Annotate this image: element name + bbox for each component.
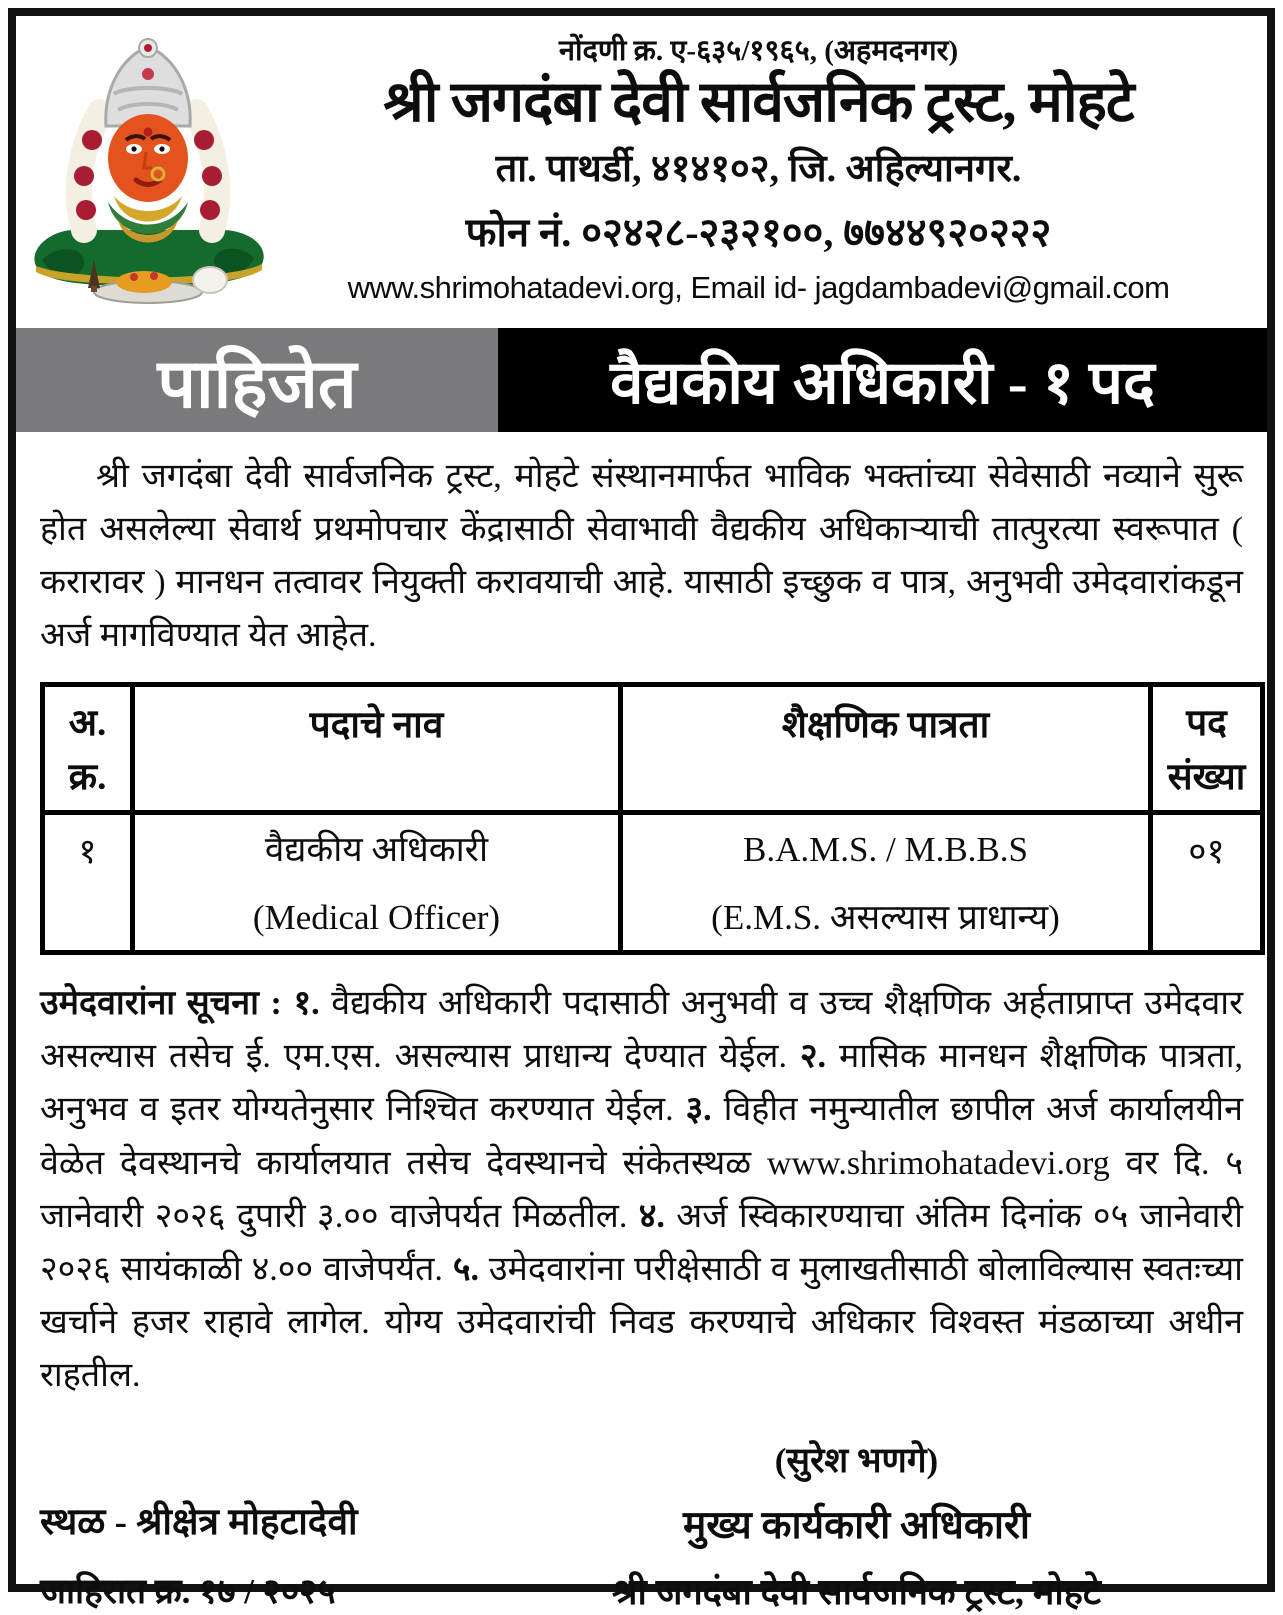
table-header-row	[43, 685, 1263, 813]
advert-content	[16, 16, 1267, 1615]
col-header-qualification: शैक्षणिक पात्रता	[621, 685, 1151, 813]
signature-block	[510, 1436, 1243, 1615]
post-banner: वैद्यकीय अधिकारी - १ पद	[498, 328, 1267, 432]
footer-left-block	[40, 1436, 510, 1615]
col-header-serial	[43, 685, 133, 813]
registration-line: नोंदणी क्र. ए-६३५/१९६५, (अहमदनगर)	[558, 35, 959, 67]
signatory-organization: श्री जगदंबा देवी सार्वजनिक ट्रस्ट, मोहटे	[612, 1571, 1101, 1612]
post-name-english: (Medical Officer)	[252, 897, 501, 937]
post-name-cell	[133, 813, 621, 953]
qualification-preference: (E.M.S. असल्यास प्राधान्य)	[711, 897, 1060, 937]
signatory-designation: मुख्य कार्यकारी अधिकारी	[682, 1503, 1031, 1547]
wanted-banner: पाहिजेत	[16, 328, 498, 432]
signatory-name: (सुरेश भणगे)	[774, 1440, 939, 1480]
serial-cell: १	[43, 813, 133, 953]
address-line: ता. पाथर्डी, ४१४१०२, जि. अहिल्यानगर.	[495, 147, 1022, 190]
notice-paragraph	[40, 977, 1243, 1401]
notice-point-2-text: मासिक मानधन शैक्षणिक पात्रता, अनुभव व इतर योग्यतेनुसार निश्चित करण्यात येईल.	[40, 1038, 1244, 1129]
notice-point-5-text: उमेदवारांना परीक्षेसाठी व मुलाखतीसाठी बोलाविल्यास स्वतःच्या खर्चाने हजर राहावे लागेल. योग्य उमेदवारांची निवड करण्याचे अधिकार विश्वस्त मंडळाच्या अधीन राहतील.	[40, 1250, 1243, 1394]
page-border	[8, 8, 1275, 1612]
letterhead	[16, 22, 1267, 318]
serial-header-line2: क्र.	[68, 756, 107, 798]
notice-point-2-number: २.	[799, 1038, 839, 1076]
notice-lead: उमेदवारांना सूचना :	[40, 985, 294, 1023]
qualification-cell	[621, 813, 1151, 953]
notice-point-1-number: १.	[293, 985, 332, 1023]
trust-title: श्री जगदंबा देवी सार्वजनिक ट्रस्ट, मोहटे	[383, 71, 1134, 134]
notice-point-4-number: ४.	[638, 1197, 677, 1235]
notice-point-4-text: अर्ज स्विकारण्याचा अंतिम दिनांक ०५ जानेवारी २०२६ सायंकाळी ४.०० वाजेपर्यंत.	[40, 1197, 1243, 1288]
col-header-post-name: पदाचे नाव	[133, 685, 621, 813]
notice-point-5-number: ५.	[452, 1250, 489, 1288]
intro-paragraph: श्री जगदंबा देवी सार्वजनिक ट्रस्ट, मोहटे संस्थानमार्फत भाविक भक्तांच्या सेवेसाठी नव्याने सुरू होत असलेल्या सेवार्थ प्रथमोपचार केंद्रासाठी सेवाभावी वैद्यकीय अधिकाऱ्याची तात्पुरत्या स्वरूपात ( करारावर ) मानधन तत्वावर नियुक्ती करावयाची आहे. यासाठी इच्छुक व पात्र, अनुभवी उमेदवारांकडून अर्ज मागविण्यात येत आहेत.	[40, 458, 1243, 655]
footer	[40, 1436, 1243, 1615]
phone-line: फोन नं. ०२४२८-२३२१००, ७७४४९२०२२२	[465, 209, 1052, 255]
count-cell: ०१	[1151, 813, 1263, 953]
notice-point-1-text: वैद्यकीय अधिकारी पदासाठी अनुभवी व उच्च शैक्षणिक अर्हताप्राप्त उमेदवार असल्यास तसेच ई. एम.एस. असल्यास प्राधान्य देण्यात येईल.	[40, 985, 1243, 1076]
headline-banner	[16, 328, 1267, 432]
notice-point-3-number: ३.	[685, 1091, 724, 1129]
advert-number-line: जाहिरात क्र. १७ / २०२५	[40, 1571, 336, 1611]
table-row	[43, 813, 1263, 953]
notice-point-3-text: विहीत नमुन्यातील छापील अर्ज कार्यालयीन वेळेत देवस्थानचे कार्यालयात तसेच देवस्थानचे संकेतस्थळ www.shrimohatadevi.org वर दि. ५ जानेवारी २०२६ दुपारी ३.०० वाजेपर्यत मिळतील.	[40, 1091, 1243, 1235]
col-header-post-count	[1151, 685, 1263, 813]
vacancy-table	[40, 682, 1265, 955]
count-header-line2: संख्या	[1167, 756, 1246, 798]
place-line: स्थळ - श्रीक्षेत्र मोहटादेवी	[40, 1501, 358, 1543]
serial-header-line1: अ.	[68, 703, 107, 745]
deity-photo	[22, 34, 274, 314]
qualification-degrees: B.A.M.S. / M.B.B.S	[743, 830, 1028, 870]
post-name-marathi: वैद्यकीय अधिकारी	[264, 830, 489, 870]
website-email-line: www.shrimohatadevi.org, Email id- jagdambadevi@gmail.com	[347, 269, 1170, 305]
count-header-line1: पद	[1186, 703, 1227, 745]
